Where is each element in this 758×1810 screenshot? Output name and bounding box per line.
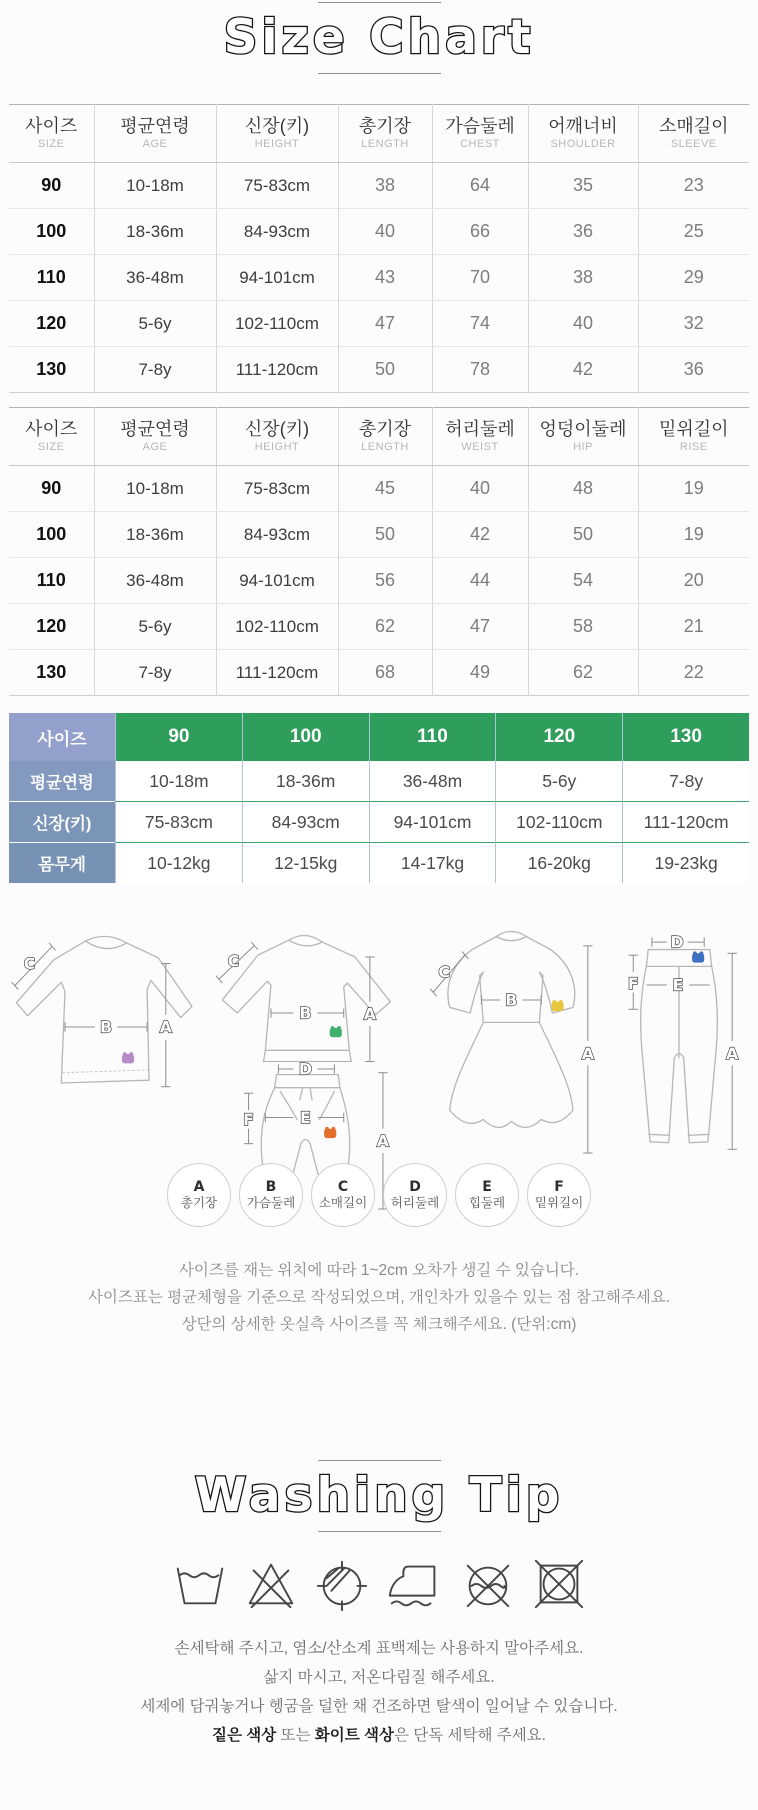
header-en: SHOULDER [550, 138, 616, 150]
tops-header-row [9, 105, 749, 163]
summary-height-cell: 94-101cm [369, 801, 496, 842]
length-cell: 68 [338, 650, 432, 696]
hip-cell: 54 [528, 558, 638, 604]
bottoms-size-table [9, 407, 749, 696]
legend-label: 가슴둘레 [246, 1195, 296, 1210]
sleeve-cell: 23 [638, 163, 749, 209]
leggings-rise-label: F [627, 973, 639, 993]
header-en: AGE [142, 138, 168, 150]
length-cell: 50 [338, 347, 432, 393]
header-en: SLEEVE [670, 138, 717, 150]
summary-weight-cell: 16-20kg [495, 842, 622, 883]
age-cell: 10-18m [94, 466, 216, 512]
table-row [9, 604, 749, 650]
legend-letter: D [409, 1178, 421, 1195]
set-top-length-label: A [363, 1004, 376, 1024]
chest-cell: 64 [432, 163, 528, 209]
header-en: AGE [142, 441, 168, 453]
legend-item-length [167, 1163, 231, 1227]
size-chart-title [199, 3, 559, 73]
age-cell: 10-18m [94, 163, 216, 209]
rise-cell: 19 [638, 466, 749, 512]
hip-cell: 62 [528, 650, 638, 696]
washing-instruction-line: 세제에 담궈놓거나 헹굼을 덜한 채 건조하면 탈색이 일어날 수 있습니다. [140, 1698, 618, 1715]
size-cell: 120 [9, 604, 94, 650]
header-en: HEIGHT [254, 138, 300, 150]
washing-tip-header [0, 1460, 758, 1532]
legend-label: 밑위길이 [534, 1195, 584, 1210]
bear-logo-orange [324, 1127, 336, 1138]
column-header-height [216, 408, 338, 466]
table-row [9, 255, 749, 301]
size-chart-title-text: Size Chart [223, 10, 535, 65]
legend-letter: C [337, 1178, 349, 1195]
leggings-diagram-icon [609, 909, 749, 1174]
emphasis-dark-color: 짙은 색상 [212, 1727, 277, 1744]
rise-cell: 21 [638, 604, 749, 650]
header-ko: 신장(키) [244, 116, 310, 136]
size-cell: 90 [9, 466, 94, 512]
size-cell: 100 [9, 209, 94, 255]
height-cell: 94-101cm [216, 255, 338, 301]
size-notes [0, 1257, 758, 1338]
tee-chest-label: B [100, 1017, 113, 1037]
chest-cell: 70 [432, 255, 528, 301]
waist-cell: 49 [432, 650, 528, 696]
header-ko: 허리둘레 [445, 419, 515, 439]
column-header-height [216, 105, 338, 163]
summary-size-header: 110 [369, 713, 496, 761]
table-row [9, 512, 749, 558]
header-en: WEIST [461, 441, 499, 453]
length-cell: 40 [338, 209, 432, 255]
header-ko: 평균연령 [120, 419, 190, 439]
shoulder-cell: 42 [528, 347, 638, 393]
size-cell: 90 [9, 163, 94, 209]
summary-age-cell: 7-8y [622, 761, 749, 801]
height-cell: 94-101cm [216, 558, 338, 604]
header-ko: 평균연령 [120, 116, 190, 136]
size-cell: 110 [9, 558, 94, 604]
dress-length-label: A [582, 1043, 595, 1063]
column-header-sleeve [638, 105, 749, 163]
table-row [9, 347, 749, 393]
header-en: LENGTH [361, 441, 409, 453]
tops-size-table [9, 104, 749, 393]
summary-weight-cell: 12-15kg [242, 842, 369, 883]
set-hip-label: E [299, 1108, 311, 1128]
size-cell: 120 [9, 301, 94, 347]
column-header-length [338, 408, 432, 466]
bear-logo-green [329, 1026, 341, 1037]
emphasis-white-color: 화이트 색상 [314, 1727, 394, 1744]
waist-cell: 44 [432, 558, 528, 604]
sleeve-cell: 32 [638, 301, 749, 347]
summary-weight-cell: 14-17kg [369, 842, 496, 883]
legend-letter: E [482, 1178, 492, 1195]
age-cell: 7-8y [94, 650, 216, 696]
summary-age-cell: 10-18m [115, 761, 242, 801]
sleeve-cell: 25 [638, 209, 749, 255]
column-header-size [9, 408, 94, 466]
height-cell: 111-120cm [216, 347, 338, 393]
washing-instruction-line: 삶지 마시고, 저온다림질 해주세요. [263, 1669, 495, 1686]
legend-item-waist [383, 1163, 447, 1227]
tee-sleeve-label: C [23, 954, 36, 974]
set-rise-label: F [242, 1110, 254, 1130]
size-note-line: 상단의 상세한 옷실측 사이즈를 꼭 체크해주세요. (단위:cm) [181, 1316, 577, 1333]
legend-letter: B [265, 1178, 277, 1195]
chest-cell: 66 [432, 209, 528, 255]
size-chart-header [0, 0, 758, 74]
header-en: LENGTH [361, 138, 409, 150]
summary-row-label-age: 평균연령 [9, 761, 115, 801]
legend-label: 힙둘레 [468, 1195, 506, 1210]
table-row [9, 650, 749, 696]
summary-weight-cell: 10-12kg [115, 842, 242, 883]
dress-chest-label: B [505, 990, 518, 1010]
header-ko: 총기장 [358, 419, 412, 439]
header-ko: 신장(키) [244, 419, 310, 439]
hip-cell: 58 [528, 604, 638, 650]
shoulder-cell: 36 [528, 209, 638, 255]
table-row [9, 163, 749, 209]
age-cell: 18-36m [94, 209, 216, 255]
tee-length-label: A [159, 1017, 172, 1037]
plain-text: 또는 [276, 1727, 315, 1744]
summary-age-cell: 36-48m [369, 761, 496, 801]
chest-cell: 78 [432, 347, 528, 393]
summary-age-cell: 5-6y [495, 761, 622, 801]
age-cell: 5-6y [94, 301, 216, 347]
size-note-line: 사이즈를 재는 위치에 따라 1~2cm 오차가 생길 수 있습니다. [178, 1262, 580, 1279]
length-cell: 45 [338, 466, 432, 512]
legend-letter: A [193, 1178, 205, 1195]
legend-item-rise [527, 1163, 591, 1227]
sweat-set-diagram-icon [200, 909, 415, 1229]
rise-cell: 19 [638, 512, 749, 558]
size-cell: 130 [36, 662, 67, 682]
waist-cell: 42 [432, 512, 528, 558]
column-header-hip [528, 408, 638, 466]
length-cell: 50 [338, 512, 432, 558]
waist-cell: 47 [432, 604, 528, 650]
summary-size-header: 120 [495, 713, 622, 761]
plain-text: 은 단독 세탁해 주세요. [393, 1727, 546, 1744]
header-en: SIZE [38, 138, 65, 150]
height-cell: 75-83cm [216, 466, 338, 512]
size-cell: 130 [36, 359, 67, 379]
summary-height-cell: 102-110cm [495, 801, 622, 842]
summary-row-label-weight: 몸무게 [9, 842, 115, 883]
leggings-waist-label: D [670, 932, 684, 952]
length-cell: 43 [338, 255, 432, 301]
dress-sleeve-label: C [438, 962, 451, 982]
length-cell: 38 [338, 163, 432, 209]
height-cell: 102-110cm [216, 604, 338, 650]
hip-cell: 48 [528, 466, 638, 512]
shoulder-cell: 35 [528, 163, 638, 209]
column-header-shoulder [528, 105, 638, 163]
legend-item-sleeve [311, 1163, 375, 1227]
legend-letter: F [554, 1178, 564, 1195]
age-cell: 36-48m [94, 255, 216, 301]
washing-instructions [0, 1634, 758, 1750]
age-cell: 36-48m [94, 558, 216, 604]
header-en: RISE [679, 441, 708, 453]
dress-diagram-icon [418, 909, 605, 1174]
column-header-length [338, 105, 432, 163]
washing-instruction-line [0, 1721, 758, 1750]
header-en: SIZE [38, 441, 65, 453]
set-chest-label: B [299, 1003, 312, 1023]
legend-label: 총기장 [180, 1195, 218, 1210]
age-cell: 7-8y [94, 347, 216, 393]
column-header-age [94, 105, 216, 163]
summary-age-cell: 18-36m [242, 761, 369, 801]
no-bleach-icon [242, 1556, 300, 1612]
header-ko: 사이즈 [25, 116, 78, 136]
height-cell: 75-83cm [216, 163, 338, 209]
height-cell: 102-110cm [216, 301, 338, 347]
bear-logo-purple [122, 1052, 134, 1063]
legend-label: 허리둘레 [390, 1195, 440, 1210]
length-cell: 56 [338, 558, 432, 604]
size-cell: 100 [9, 512, 94, 558]
bottoms-header-row [9, 408, 749, 466]
dry-clean-icon [313, 1556, 371, 1612]
leggings-hip-label: E [672, 975, 684, 995]
height-cell: 111-120cm [216, 650, 338, 696]
header-ko: 어깨너비 [548, 116, 618, 136]
title-bottom-divider [318, 1531, 441, 1532]
rise-cell: 20 [638, 558, 749, 604]
no-wring-icon [459, 1556, 517, 1612]
column-header-age [94, 408, 216, 466]
size-cell: 110 [9, 255, 94, 301]
set-sleeve-label: C [227, 951, 240, 971]
length-cell: 47 [338, 301, 432, 347]
no-tumble-dry-icon [530, 1556, 588, 1612]
table-row [9, 301, 749, 347]
header-en: HEIGHT [254, 441, 300, 453]
age-cell: 5-6y [94, 604, 216, 650]
header-ko: 밑위길이 [658, 419, 729, 439]
table-row [9, 466, 749, 512]
title-bottom-divider [318, 73, 441, 74]
tee-diagram-icon [9, 909, 196, 1144]
summary-height-cell: 111-120cm [622, 801, 749, 842]
header-ko: 총기장 [358, 116, 412, 136]
table-row [9, 558, 749, 604]
height-cell: 84-93cm [216, 209, 338, 255]
chest-cell: 74 [432, 301, 528, 347]
washing-care-icons [0, 1556, 758, 1612]
sleeve-cell: 36 [638, 347, 749, 393]
sleeve-cell: 29 [638, 255, 749, 301]
waist-cell: 40 [432, 466, 528, 512]
set-pants-length-label: A [376, 1131, 389, 1151]
header-en: CHEST [460, 138, 500, 150]
age-cell: 18-36m [94, 512, 216, 558]
summary-size-header: 90 [115, 713, 242, 761]
bear-logo-yellow [552, 1000, 564, 1011]
summary-height-cell: 75-83cm [115, 801, 242, 842]
legend-label: 소매길이 [318, 1195, 368, 1210]
column-header-chest [432, 105, 528, 163]
summary-height-cell: 84-93cm [242, 801, 369, 842]
column-header-waist [432, 408, 528, 466]
shoulder-cell: 40 [528, 301, 638, 347]
legend-item-hip [455, 1163, 519, 1227]
summary-row-label-height: 신장(키) [9, 801, 115, 842]
legend-item-chest [239, 1163, 303, 1227]
column-header-size [9, 105, 94, 163]
hand-wash-icon [171, 1556, 229, 1612]
summary-weight-cell: 19-23kg [622, 842, 749, 883]
summary-size-header: 130 [622, 713, 749, 761]
column-header-rise [638, 408, 749, 466]
header-ko: 소매길이 [658, 116, 729, 136]
washing-instruction-line: 손세탁해 주시고, 염소/산소계 표백제는 사용하지 말아주세요. [174, 1640, 584, 1657]
header-ko: 사이즈 [25, 419, 78, 439]
summary-size-table [9, 713, 749, 883]
summary-corner-label: 사이즈 [9, 713, 115, 761]
measurement-diagrams [9, 909, 749, 1149]
height-cell: 84-93cm [216, 512, 338, 558]
shoulder-cell: 38 [528, 255, 638, 301]
table-row [9, 209, 749, 255]
set-waist-label: D [298, 1059, 312, 1079]
rise-cell: 22 [638, 650, 749, 696]
bear-logo-blue [692, 951, 704, 962]
hip-cell: 50 [528, 512, 638, 558]
header-en: HIP [573, 441, 593, 453]
washing-tip-title-text: Washing Tip [194, 1468, 564, 1523]
header-ko: 엉덩이둘레 [539, 419, 627, 439]
header-ko: 가슴둘레 [445, 116, 515, 136]
leggings-length-label: A [726, 1043, 739, 1063]
washing-tip-title [179, 1461, 579, 1531]
iron-low-icon [384, 1556, 446, 1612]
summary-size-header: 100 [242, 713, 369, 761]
length-cell: 62 [338, 604, 432, 650]
size-note-line: 사이즈표는 평균체형을 기준으로 작성되었으며, 개인차가 있을수 있는 점 참고해주세요. [87, 1289, 671, 1306]
